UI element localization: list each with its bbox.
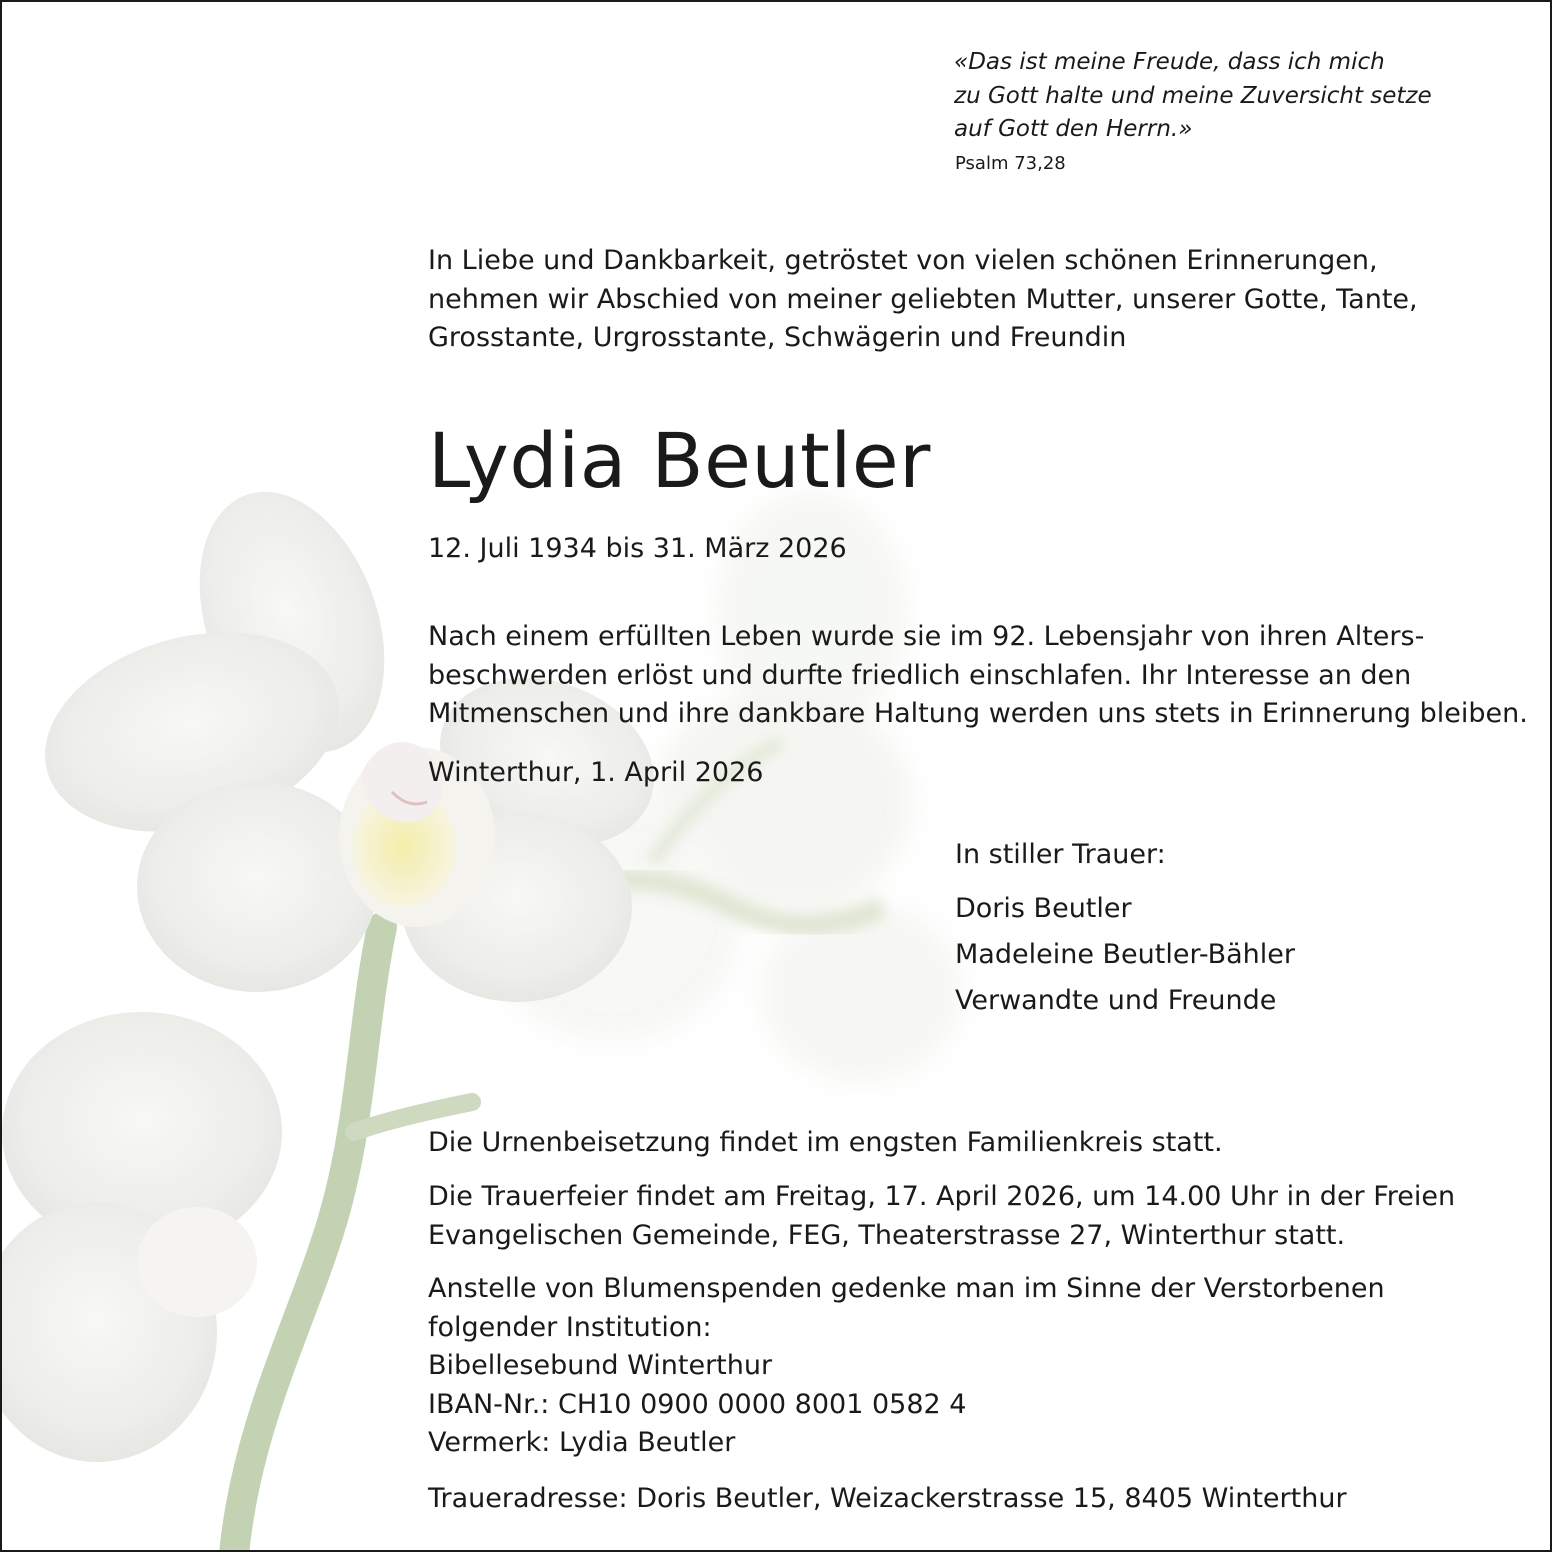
- life-dates: 12. Juli 1934 bis 31. März 2026: [428, 533, 847, 564]
- intro-line: nehmen wir Abschied von meiner geliebten Mutter, unserer Gotte, Tante,: [428, 283, 1418, 315]
- mourner-name: Madeleine Beutler-Bähler: [955, 939, 1296, 970]
- bio-line: beschwerden erlöst und durfte friedlich einschlafen. Ihr Interesse an den: [428, 659, 1412, 691]
- quote-line: auf Gott den Herrn.»: [954, 116, 1193, 142]
- donation-line: Anstelle von Blumenspenden gedenke man im Sinne der Verstorbenen: [428, 1273, 1385, 1304]
- quote-line: zu Gott halte und meine Zuversicht setze: [954, 82, 1432, 109]
- donation-institution: Bibellesebund Winterthur: [428, 1350, 773, 1381]
- intro-paragraph: [428, 242, 1508, 358]
- place-date: Winterthur, 1. April 2026: [428, 757, 764, 788]
- quote-line: «Das ist meine Freude, dass ich mich: [954, 49, 1385, 75]
- donation-line: folgender Institution:: [428, 1311, 712, 1343]
- mourners-heading: In stiller Trauer:: [955, 839, 1166, 870]
- donation-reference: Vermerk: Lydia Beutler: [428, 1427, 736, 1458]
- biography-paragraph: [428, 618, 1528, 734]
- mourner-name: Doris Beutler: [955, 893, 1132, 924]
- intro-line: In Liebe und Dankbarkeit, getröstet von vielen schönen Erinnerungen,: [428, 245, 1378, 276]
- burial-notice: Die Urnenbeisetzung findet im engsten Familienkreis statt.: [428, 1127, 1223, 1158]
- ceremony-notice: [428, 1178, 1528, 1255]
- donation-notice: [428, 1270, 1528, 1463]
- psalm-quote: [954, 46, 1514, 147]
- psalm-reference: Psalm 73,28: [955, 153, 1066, 174]
- mourning-address: Traueradresse: Doris Beutler, Weizackerstrasse 15, 8405 Winterthur: [428, 1483, 1347, 1514]
- bio-line: Mitmenschen und ihre dankbare Haltung werden uns stets in Erinnerung bleiben.: [428, 698, 1528, 729]
- intro-line: Grosstante, Urgrosstante, Schwägerin und Freundin: [428, 322, 1127, 353]
- ceremony-line: Evangelischen Gemeinde, FEG, Theaterstrasse 27, Winterthur statt.: [428, 1219, 1346, 1251]
- donation-iban: IBAN-Nr.: CH10 0900 0000 8001 0582 4: [428, 1388, 967, 1420]
- ceremony-line: Die Trauerfeier findet am Freitag, 17. April 2026, um 14.00 Uhr in der Freien: [428, 1181, 1456, 1212]
- deceased-name: Lydia Beutler: [428, 416, 931, 505]
- bio-line: Nach einem erfüllten Leben wurde sie im 92. Lebensjahr von ihren Alters-: [428, 621, 1425, 652]
- mourner-name: Verwandte und Freunde: [955, 985, 1277, 1016]
